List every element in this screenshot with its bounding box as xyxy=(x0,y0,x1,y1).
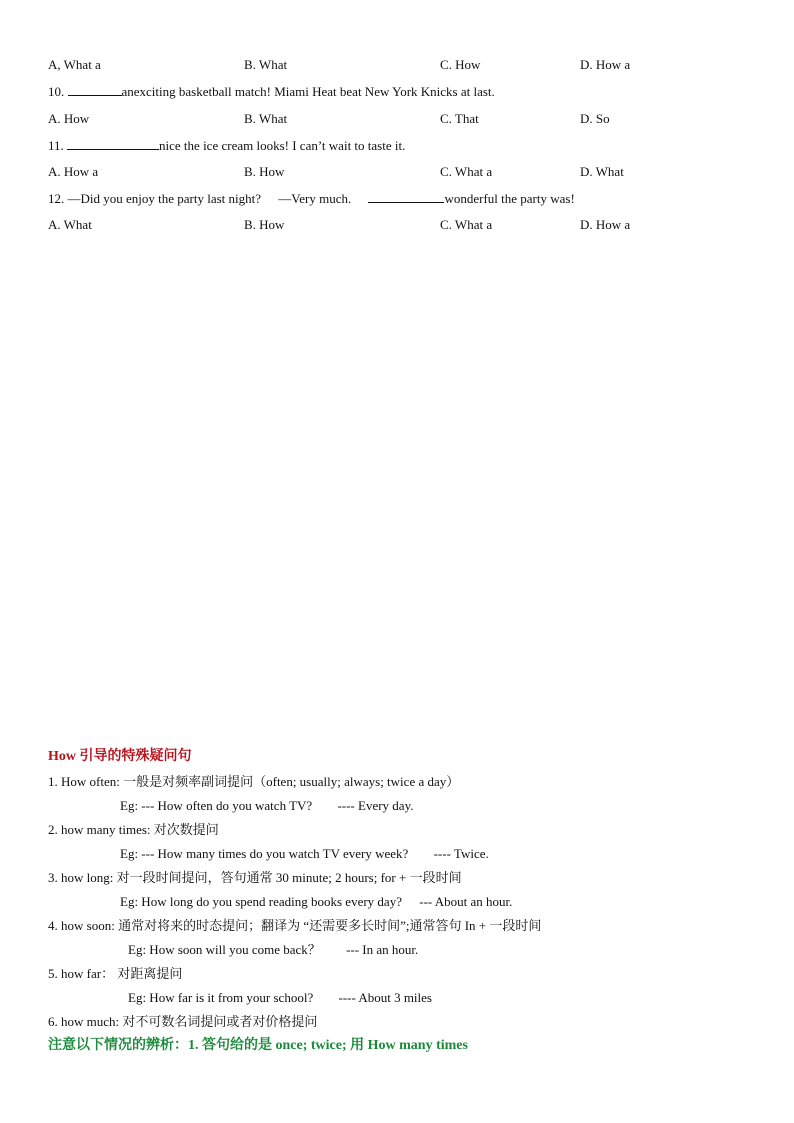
section-note: 注意以下情况的辨析：1. 答句给的是 once; twice; 用 How many times xyxy=(48,1038,468,1053)
q12-number: 12. xyxy=(48,191,65,206)
q9-option-d: D. How a xyxy=(580,57,631,72)
item-4-eg-answer: --- In an hour. xyxy=(346,942,419,957)
q12-text: wonderful the party was! xyxy=(444,191,575,206)
q10-option-a: A. How xyxy=(48,111,90,126)
q11-option-b: B. How xyxy=(244,164,285,179)
item-5-example xyxy=(128,990,432,1006)
item-3-example xyxy=(120,894,512,910)
q10-option-b: B. What xyxy=(244,111,288,126)
q11-number: 11. xyxy=(48,138,64,153)
q12-option-d: D. How a xyxy=(580,217,631,232)
q12-question: —Did you enjoy the party last night? xyxy=(67,191,262,206)
item-4-eg-question: Eg: How soon will you come back？ xyxy=(128,942,321,957)
q11-text: nice the ice cream looks! I can’t wait to taste it. xyxy=(159,138,406,153)
q11-option-c: C. What a xyxy=(440,164,493,179)
item-2 xyxy=(48,822,219,838)
item-6-desc: 对不可数名词提问或者对价格提问 xyxy=(122,1014,318,1029)
item-1-desc: 一般是对频率副词提问（often; usually; always; twice a day） xyxy=(123,774,460,789)
item-5 xyxy=(48,966,182,982)
item-1-head: 1. How often: xyxy=(48,774,120,789)
q12-reply: —Very much. xyxy=(278,191,352,206)
q10-text: anexciting basketball match! Miami Heat beat New York Knicks at last. xyxy=(121,84,495,99)
item-3 xyxy=(48,870,462,886)
item-3-desc: 对一段时间提问，答句通常 30 minute; 2 hours; for + 一段时间 xyxy=(116,870,462,885)
item-6 xyxy=(48,1014,317,1030)
item-2-eg-question: Eg: --- How many times do you watch TV every week? xyxy=(120,846,409,861)
item-6-head: 6. how much: xyxy=(48,1014,120,1029)
q10-option-c: C. That xyxy=(440,111,479,126)
q12-blank xyxy=(368,190,444,203)
item-1-example xyxy=(120,798,413,814)
q11-option-a: A. How a xyxy=(48,164,99,179)
q11-option-d: D. What xyxy=(580,164,624,179)
q10-blank xyxy=(68,83,122,96)
q10-number: 10. xyxy=(48,84,65,99)
q9-option-a: A, What a xyxy=(48,57,101,72)
item-4-example xyxy=(128,942,418,958)
q12-option-b: B. How xyxy=(244,217,285,232)
item-5-eg-answer: ---- About 3 miles xyxy=(338,990,432,1005)
item-2-head: 2. how many times: xyxy=(48,822,151,837)
item-3-head: 3. how long: xyxy=(48,870,114,885)
q12-stem xyxy=(48,190,575,207)
item-2-example xyxy=(120,846,489,862)
q12-option-c: C. What a xyxy=(440,217,493,232)
item-4-head: 4. how soon: xyxy=(48,918,115,933)
item-4 xyxy=(48,918,541,934)
item-2-eg-answer: ---- Twice. xyxy=(433,846,489,861)
q11-stem xyxy=(48,137,405,154)
item-3-eg-answer: --- About an hour. xyxy=(419,894,513,909)
item-5-eg-question: Eg: How far is it from your school? xyxy=(128,990,314,1005)
item-1 xyxy=(48,774,459,790)
section-title: How 引导的特殊疑问句 xyxy=(48,749,192,764)
item-1-eg-answer: ---- Every day. xyxy=(337,798,414,813)
item-5-head: 5. how far： xyxy=(48,966,115,981)
q9-option-c: C. How xyxy=(440,57,481,72)
q11-blank xyxy=(67,137,159,150)
q12-option-a: A. What xyxy=(48,217,92,232)
item-3-eg-question: Eg: How long do you spend reading books every day? xyxy=(120,894,402,909)
item-4-desc: 通常对将来的时态提问；翻译为 “还需要多长时间”;通常答句 In + 一段时间 xyxy=(118,918,542,933)
q10-option-d: D. So xyxy=(580,111,610,126)
item-2-desc: 对次数提问 xyxy=(153,822,219,837)
q10-stem xyxy=(48,83,495,100)
item-1-eg-question: Eg: --- How often do you watch TV? xyxy=(120,798,313,813)
q9-option-b: B. What xyxy=(244,57,288,72)
item-5-desc: 对距离提问 xyxy=(117,966,183,981)
